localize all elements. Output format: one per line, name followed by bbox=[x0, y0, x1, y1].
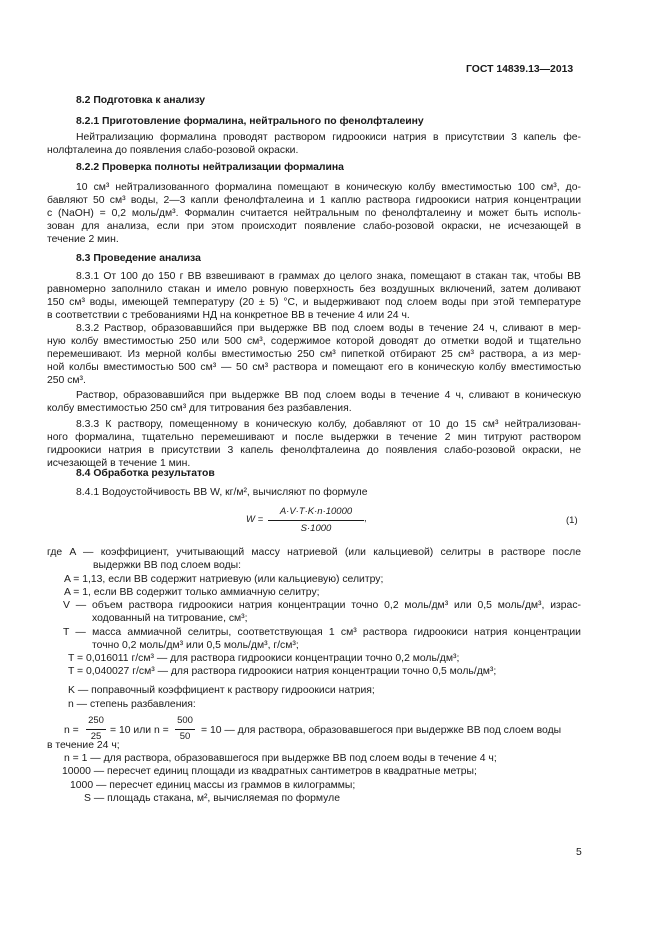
formula-numerator: A·V·T·K·n·10000 bbox=[279, 506, 353, 517]
formula-denominator: S·1000 bbox=[300, 523, 332, 534]
text-line: ной колбы вместимостью 500 см³ — 50 см³ раствора и помещают его в коническую колбу вместимостью bbox=[47, 362, 581, 373]
page-number: 5 bbox=[576, 847, 582, 858]
section-heading-8-3: 8.3 Проведение анализа bbox=[76, 253, 201, 264]
text-line: 10000 — пересчет единиц площади из квадратных сантиметров в квадратные метры; bbox=[62, 766, 477, 777]
text-line: T = 0,016011 г/см³ — для раствора гидроокиси концентрации точно 0,2 моль/дм³; bbox=[68, 653, 460, 664]
text-line: K — поправочный коэффициент к раствору гидроокиси натрия; bbox=[68, 685, 375, 696]
text-line: ходованный на титрование, см³; bbox=[92, 613, 248, 624]
dilution-f2-bar bbox=[175, 729, 195, 730]
text-line: 8.4.1 Водоустойчивость ВВ W, кг/м², вычисляют по формуле bbox=[76, 487, 368, 498]
dilution-rest: = 10 — для раствора, образовавшегося при выдержке ВВ под слоем воды bbox=[201, 725, 562, 736]
text-line: A = 1,13, если ВВ содержит натриевую (или кальциевую) селитру; bbox=[64, 574, 384, 585]
text-line: гидроокиси натрия в присутствии 3 капель фенолфталеина до появления слабо-розовой окраски, не bbox=[47, 445, 581, 456]
text-line: Раствор, образовавшийся при выдержке ВВ под слоем воды в течение 4 ч, сливают в коническую bbox=[76, 390, 581, 401]
formula-number: (1) bbox=[566, 515, 578, 526]
dilution-mid: = 10 или n = bbox=[110, 725, 169, 736]
text-line: нолфталеина до появления слабо-розовой окраски. bbox=[47, 145, 299, 156]
text-line: точно 0,2 моль/дм³ или 0,5 моль/дм³, г/см³; bbox=[92, 640, 299, 651]
dilution-f1-den: 25 bbox=[90, 731, 102, 742]
text-line: равномерно заполнило стакан и имело ровную поверхность без воздушных включений, затем доливают bbox=[47, 284, 581, 295]
text-line: 250 см³. bbox=[47, 375, 86, 386]
text-line: где A — коэффициент, учитывающий массу натриевой (или кальциевой) селитры в растворе после bbox=[47, 547, 581, 558]
text-line: 10 см³ нейтрализованного формалина помещают в коническую колбу вместимостью 100 см³, до- bbox=[76, 182, 581, 193]
text-line: 8.3.1 От 100 до 150 г ВВ взвешивают в граммах до целого знака, помещают в стакан так, чтобы ВВ bbox=[76, 271, 581, 282]
subsection-heading-8-2-2: 8.2.2 Проверка полноты нейтрализации формалина bbox=[76, 162, 344, 173]
text-line: n = 1 — для раствора, образовавшегося при выдержке ВВ под слоем воды в течение 4 ч; bbox=[64, 753, 497, 764]
text-line: 1000 — пересчет единиц массы из граммов в килограммы; bbox=[70, 780, 356, 791]
formula-tail: , bbox=[364, 513, 367, 524]
formula-fraction-bar bbox=[268, 520, 364, 521]
text-line: n — степень разбавления: bbox=[68, 699, 196, 710]
text-line: перемешивают. Из мерной колбы вместимостью 250 см³ пипеткой отбирают 25 см³ раствора, а из мер- bbox=[47, 349, 581, 360]
text-line: в соответствии с требованиями НД на конкретное ВВ в течение 4 или 24 ч. bbox=[47, 310, 410, 321]
text-line: течение 2 мин. bbox=[47, 234, 119, 245]
document-code: ГОСТ 14839.13—2013 bbox=[466, 64, 574, 75]
dilution-f1-bar bbox=[86, 729, 106, 730]
text-line: T = 0,040027 г/см³ — для раствора гидроокиси натрия концентрации точно 0,5 моль/дм³; bbox=[68, 666, 497, 677]
text-line: 150 см³ воды, имеющей температуру (20 ± 5) °С, и выдерживают под слоем воды при этой температуре bbox=[47, 297, 581, 308]
text-line: ного формалина, тщательно перемешивают и после выдержки в течение 2 мин титруют раствором bbox=[47, 432, 581, 443]
dilution-f2-num: 500 bbox=[177, 715, 193, 726]
text-line: исчезающей в течение 1 мин. bbox=[47, 458, 191, 469]
text-line: A = 1, если ВВ содержит только аммиачную селитру; bbox=[64, 587, 320, 598]
text-line: бавляют 50 см³ воды, 2—3 капли фенолфталеина и 1 каплю раствора гидроокиси натрия концентрации bbox=[47, 195, 581, 206]
section-heading-8-4: 8.4 Обработка результатов bbox=[76, 468, 215, 479]
text-line: выдержки ВВ под слоем воды: bbox=[93, 560, 242, 571]
text-line: зован для анализа, если при этом происходит появление слабо-розовой окраски, не исчезающей в bbox=[47, 221, 581, 232]
text-line: в течение 24 ч; bbox=[47, 740, 120, 751]
text-line: 8.3.3 К раствору, помещенному в коническую колбу, добавляют от 10 до 15 см³ нейтрализован- bbox=[76, 419, 581, 430]
subsection-heading-8-2-1: 8.2.1 Приготовление формалина, нейтрального по фенолфталеину bbox=[76, 116, 424, 127]
dilution-n-eq: n = bbox=[64, 725, 79, 736]
text-line: ную колбу вместимостью 250 или 500 см³, содержимое которой доводят до отметки водой и тщательно bbox=[47, 336, 581, 347]
dilution-f1-num: 250 bbox=[88, 715, 104, 726]
text-line: c (NaOH) = 0,2 моль/дм³. Формалин считается нейтральным по фенолфталеину и может быть исполь- bbox=[47, 208, 581, 219]
formula-lhs: W = bbox=[246, 514, 264, 525]
dilution-f2-den: 50 bbox=[179, 731, 191, 742]
text-line: 8.3.2 Раствор, образовавшийся при выдержке ВВ под слоем воды в течение 24 ч, сливают в мер- bbox=[76, 323, 581, 334]
text-line: S — площадь стакана, м², вычисляемая по формуле bbox=[84, 793, 340, 804]
section-heading-8-2: 8.2 Подготовка к анализу bbox=[76, 95, 206, 106]
text-line: Нейтрализацию формалина проводят раствором гидроокиси натрия в присутствии 3 капель фе- bbox=[76, 132, 581, 143]
text-line: T — масса аммиачной селитры, соответствующая 1 см³ раствора гидроокиси натрия концентрации bbox=[63, 627, 581, 638]
text-line: колбу вместимостью 250 см³ для титрования без разбавления. bbox=[47, 403, 352, 414]
text-line: V — объем раствора гидроокиси натрия концентрации точно 0,2 моль/дм³ или 0,5 моль/дм³, израс- bbox=[63, 600, 581, 611]
